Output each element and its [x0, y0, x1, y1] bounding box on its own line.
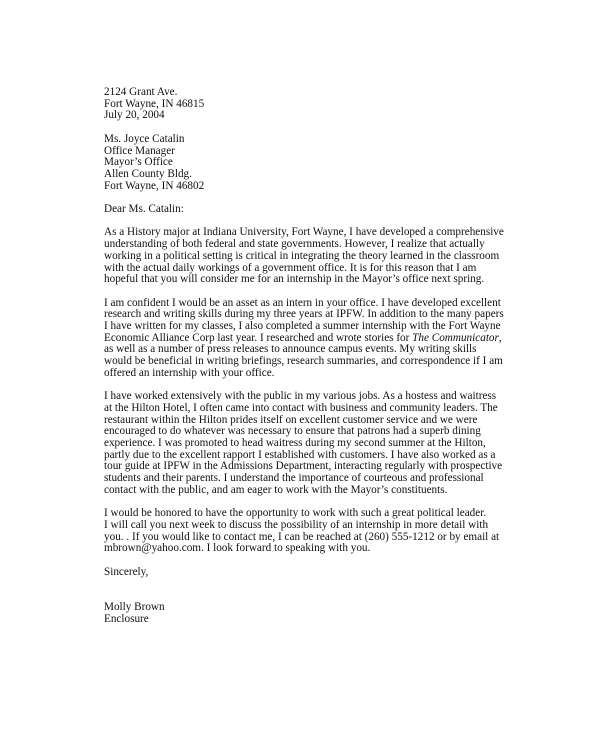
paragraph-line: restaurant within the Hilton prides itself on excellent customer service and we were — [104, 413, 478, 426]
paragraph-line: you. . If you would like to contact me, I can be reached at (260) 555-1212 or by email at — [104, 530, 500, 543]
paragraph-line: I have worked extensively with the public in my various jobs. As a hostess and waitress — [104, 390, 497, 403]
paragraph-line: offered an internship with your office. — [104, 366, 275, 379]
paragraph-line: working in a political setting is critical in integrating the theory learned in the classroom — [104, 249, 500, 262]
paragraph-line: contact with the public, and am eager to work with the Mayor’s constituents. — [104, 483, 448, 496]
letter-date: July 20, 2004 — [104, 109, 165, 122]
paragraph-line: at the Hilton Hotel, I often came into contact with business and community leaders. The — [104, 401, 498, 414]
recipient-office: Mayor’s Office — [104, 156, 173, 169]
paragraph-line: understanding of both federal and state governments. However, I realize that actually — [104, 238, 485, 251]
paragraph-line: research and writing skills during my three years at IPFW. In addition to the many papers — [104, 308, 504, 321]
recipient-city-state-zip: Fort Wayne, IN 46802 — [104, 179, 205, 192]
cover-letter — [104, 87, 514, 625]
closing — [104, 567, 514, 579]
paragraph-line: with the actual daily workings of a government office. It is for this reason that I am — [104, 261, 477, 274]
paragraph-line: I have written for my classes, I also completed a summer internship with the Fort Wayne — [104, 320, 501, 332]
paragraph-line: tour guide at IPFW in the Admissions Department, interacting regularly with prospective — [104, 460, 503, 473]
signature-block — [104, 602, 514, 625]
paragraph-line: As a History major at Indiana University, Fort Wayne, I have developed a comprehensive — [104, 226, 504, 239]
paragraph-text: , — [498, 331, 502, 344]
paragraph-line: students and their parents. I understand the importance of courteous and professional — [104, 472, 484, 485]
sender-street: 2124 Grant Ave. — [104, 86, 178, 98]
paragraph-line: would be beneficial in writing briefings, research summaries, and correspondence if I am — [104, 355, 503, 368]
paragraph-line: hopeful that you will consider me for an internship in the Mayor’s office next spring. — [104, 273, 485, 286]
salutation-text: Dear Ms. Catalin: — [104, 203, 184, 215]
paragraph-line: encouraged to do whatever was necessary to ensure that patrons had a superb dining — [104, 425, 481, 438]
recipient-name: Ms. Joyce Catalin — [104, 132, 185, 145]
signature-name: Molly Brown — [104, 600, 165, 613]
recipient-address — [104, 134, 514, 193]
paragraph-experience — [104, 391, 514, 496]
paragraph-skills — [104, 298, 514, 380]
enclosure-note: Enclosure — [104, 612, 149, 625]
closing-text: Sincerely, — [104, 565, 149, 578]
paragraph-text: Economic Alliance Corp last year. I researched and wrote stories for — [104, 331, 413, 344]
paragraph-intro — [104, 227, 514, 286]
paragraph-line: as well as a number of press releases to announce campus events. My writing skills — [104, 343, 477, 356]
paragraph-line: I will call you next week to discuss the possibility of an internship in more detail with — [104, 518, 489, 531]
recipient-title: Office Manager — [104, 144, 175, 157]
paragraph-line: experience. I was promoted to head waitress during my second summer at the Hilton, — [104, 437, 486, 450]
paragraph-line: I am confident I would be an asset as an intern in your office. I have developed excellent — [104, 296, 501, 309]
sender-city-state-zip: Fort Wayne, IN 46815 — [104, 97, 205, 110]
sender-address — [104, 87, 514, 122]
paragraph-line: I would be honored to have the opportunity to work with such a great political leader. — [104, 507, 487, 520]
salutation — [104, 204, 514, 216]
paragraph-line: partly due to the excellent rapport I established with customers. I have also worked as a — [104, 448, 496, 461]
paragraph-closing — [104, 508, 514, 555]
paragraph-line: mbrown@yahoo.com. I look forward to speaking with you. — [104, 542, 371, 555]
publication-title: The Communicator — [412, 331, 499, 344]
recipient-building: Allen County Bldg. — [104, 167, 192, 180]
